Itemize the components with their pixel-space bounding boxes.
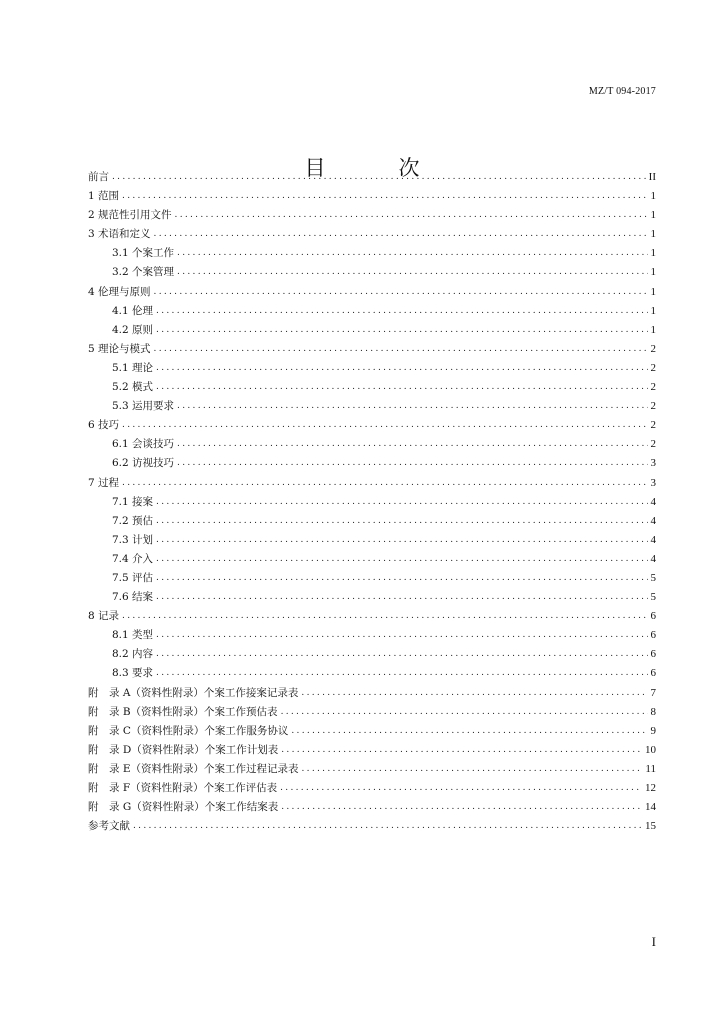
toc-dot-leader <box>177 435 647 454</box>
toc-entry-label: 7.3 计划 <box>112 533 154 546</box>
toc-entry-page: 12 <box>645 782 656 794</box>
toc-dot-leader <box>156 512 647 531</box>
toc-entry-label: 5.3 运用要求 <box>112 400 175 413</box>
toc-entry-label: 参考文献 <box>88 820 130 833</box>
toc-entry[interactable] <box>88 550 656 569</box>
toc-entry[interactable] <box>88 779 656 798</box>
toc-entry-label: 附 录 D（资料性附录）个案工作计划表 <box>88 743 279 756</box>
toc-entry[interactable] <box>88 493 656 512</box>
toc-entry-label: 附 录 A（资料性附录）个案工作接案记录表 <box>88 686 299 699</box>
toc-dot-leader <box>156 359 647 378</box>
toc-entry-label: 1 范围 <box>88 190 120 203</box>
toc-entry[interactable] <box>88 302 656 321</box>
toc-entry-page: 2 <box>650 381 656 394</box>
toc-dot-leader <box>154 340 648 359</box>
toc-entry-label: 3 术语和定义 <box>88 228 151 241</box>
toc-dot-leader <box>156 493 647 512</box>
toc-dot-leader <box>154 225 648 244</box>
toc-entry-page: 2 <box>650 419 656 432</box>
toc-dot-leader <box>291 722 647 741</box>
toc-entry[interactable] <box>88 416 656 435</box>
toc-entry-label: 7.4 介入 <box>112 552 154 565</box>
toc-dot-leader <box>281 741 642 760</box>
toc-entry[interactable] <box>88 359 656 378</box>
toc-dot-leader <box>122 607 647 626</box>
toc-dot-leader <box>156 550 647 569</box>
toc-entry[interactable] <box>88 569 656 588</box>
toc-entry[interactable] <box>88 512 656 531</box>
toc-entry-page: 1 <box>650 304 656 317</box>
toc-entry-label: 5.1 理论 <box>112 361 154 374</box>
toc-entry-page: 4 <box>650 533 656 546</box>
toc-dot-leader <box>133 817 642 836</box>
toc-entry-label: 7 过程 <box>88 476 120 489</box>
toc-entry-page: 4 <box>650 495 656 508</box>
toc-entry-page: 2 <box>650 361 656 374</box>
toc-entry[interactable] <box>88 168 656 187</box>
toc-dot-leader <box>177 263 647 282</box>
toc-entry-label: 6 技巧 <box>88 419 120 432</box>
toc-dot-leader <box>177 397 647 416</box>
toc-entry-label: 附 录 C（资料性附录）个案工作服务协议 <box>88 724 289 737</box>
toc-dot-leader <box>156 321 647 340</box>
toc-entry-label: 8.2 内容 <box>112 648 154 661</box>
toc-entry-label: 附 录 B（资料性附录）个案工作预估表 <box>88 705 278 718</box>
toc-entry-label: 3.1 个案工作 <box>112 247 175 260</box>
toc-entry[interactable] <box>88 645 656 664</box>
toc-entry[interactable] <box>88 626 656 645</box>
toc-entry-label: 4.2 原则 <box>112 323 154 336</box>
toc-dot-leader <box>156 569 647 588</box>
toc-entry-page: 5 <box>650 591 656 604</box>
toc-entry-label: 2 规范性引用文件 <box>88 209 172 222</box>
toc-entry-page: 11 <box>645 762 656 775</box>
toc-dot-leader <box>280 779 642 798</box>
toc-entry-page: 10 <box>645 743 656 756</box>
toc-entry[interactable] <box>88 817 656 836</box>
toc-entry[interactable] <box>88 340 656 359</box>
toc-entry-label: 5 理论与模式 <box>88 342 151 355</box>
toc-entry[interactable] <box>88 397 656 416</box>
toc-entry-page: 2 <box>650 342 656 355</box>
toc-entry-page: 1 <box>650 247 656 260</box>
toc-entry-label: 前言 <box>88 171 109 183</box>
toc-entry-label: 3.2 个案管理 <box>112 266 175 279</box>
document-code: MZ/T 094-2017 <box>588 86 656 97</box>
toc-dot-leader <box>122 187 647 206</box>
toc-entry[interactable] <box>88 607 656 626</box>
toc-entry-page: 4 <box>650 514 656 527</box>
toc-entry[interactable] <box>88 798 656 817</box>
toc-entry-page: 15 <box>645 820 656 833</box>
toc-entry[interactable] <box>88 664 656 683</box>
toc-dot-leader <box>156 626 647 645</box>
page-number: I <box>651 934 656 949</box>
toc-entry-page: 1 <box>650 285 656 298</box>
toc-entry-label: 8.1 类型 <box>112 629 154 642</box>
toc-entry-page: 3 <box>650 476 656 489</box>
toc-dot-leader <box>156 302 647 321</box>
toc-entry-page: 2 <box>650 438 656 451</box>
page-title: 目 次 <box>304 156 446 181</box>
toc-entry-label: 4 伦理与原则 <box>88 285 151 298</box>
toc-entry-page: II <box>648 171 656 183</box>
toc-entry-label: 附 录 G（资料性附录）个案工作结案表 <box>88 801 279 814</box>
toc-dot-leader <box>156 378 647 397</box>
toc-entry[interactable] <box>88 225 656 244</box>
toc-entry-page: 9 <box>650 724 656 737</box>
toc-dot-leader <box>175 206 648 225</box>
toc-entry[interactable] <box>88 244 656 263</box>
toc-entry-label: 4.1 伦理 <box>112 304 154 317</box>
toc-entry-label: 6.1 会谈技巧 <box>112 438 175 451</box>
toc-entry-page: 7 <box>650 686 656 699</box>
toc-dot-leader <box>177 244 647 263</box>
toc-dot-leader <box>281 703 648 722</box>
toc-entry-page: 1 <box>650 190 656 203</box>
toc-entry-page: 6 <box>650 648 656 661</box>
toc-entry[interactable] <box>88 435 656 454</box>
toc-dot-leader <box>177 454 647 473</box>
toc-entry[interactable] <box>88 283 656 302</box>
toc-entry[interactable] <box>88 263 656 282</box>
toc-entry-page: 1 <box>650 323 656 336</box>
toc-entry-page: 1 <box>650 228 656 241</box>
toc-entry-page: 5 <box>650 571 656 584</box>
toc-entry-label: 附 录 E（资料性附录）个案工作过程记录表 <box>88 762 299 775</box>
toc-entry-page: 3 <box>650 457 656 470</box>
toc-dot-leader <box>156 588 647 607</box>
toc-entry-label: 8 记录 <box>88 610 120 623</box>
toc-dot-leader <box>281 798 642 817</box>
toc-entry[interactable] <box>88 722 656 741</box>
toc-entry[interactable] <box>88 703 656 722</box>
toc-dot-leader <box>302 760 643 779</box>
toc-entry-page: 6 <box>650 610 656 623</box>
toc-dot-leader <box>112 168 646 187</box>
toc-entry-page: 14 <box>645 801 656 814</box>
toc-entry[interactable] <box>88 474 656 493</box>
toc-entry[interactable] <box>88 760 656 779</box>
toc-entry[interactable] <box>88 321 656 340</box>
toc-entry-page: 1 <box>650 266 656 279</box>
toc-entry-page: 6 <box>650 629 656 642</box>
toc-entry-label: 5.2 模式 <box>112 381 154 394</box>
toc-entry[interactable] <box>88 206 656 225</box>
toc-entry-page: 2 <box>650 400 656 413</box>
toc-entry-label: 6.2 访视技巧 <box>112 457 175 470</box>
toc-entry-label: 8.3 要求 <box>112 667 154 680</box>
toc-entry-page: 4 <box>650 552 656 565</box>
toc-entry-label: 7.5 评估 <box>112 571 154 584</box>
toc-entry[interactable] <box>88 741 656 760</box>
toc-entry[interactable] <box>88 378 656 397</box>
toc-entry-label: 附 录 F（资料性附录）个案工作评估表 <box>88 782 278 794</box>
toc-entry-label: 7.1 接案 <box>112 495 154 508</box>
toc-dot-leader <box>156 645 647 664</box>
toc-entry[interactable] <box>88 531 656 550</box>
toc-entry[interactable] <box>88 187 656 206</box>
toc-entry[interactable] <box>88 454 656 473</box>
toc-dot-leader <box>154 283 648 302</box>
toc-entry-label: 7.2 预估 <box>112 514 154 527</box>
toc-entry-label: 7.6 结案 <box>112 591 154 604</box>
toc-dot-leader <box>301 684 647 703</box>
toc-entry-page: 1 <box>650 209 656 222</box>
toc-entry-page: 6 <box>650 667 656 680</box>
toc-entry[interactable] <box>88 684 656 703</box>
toc-dot-leader <box>156 531 647 550</box>
toc-dot-leader <box>122 416 647 435</box>
toc-dot-leader <box>122 474 647 493</box>
toc-dot-leader <box>156 664 647 683</box>
toc-entry[interactable] <box>88 588 656 607</box>
table-of-contents <box>88 168 656 836</box>
toc-entry-page: 8 <box>650 705 656 718</box>
